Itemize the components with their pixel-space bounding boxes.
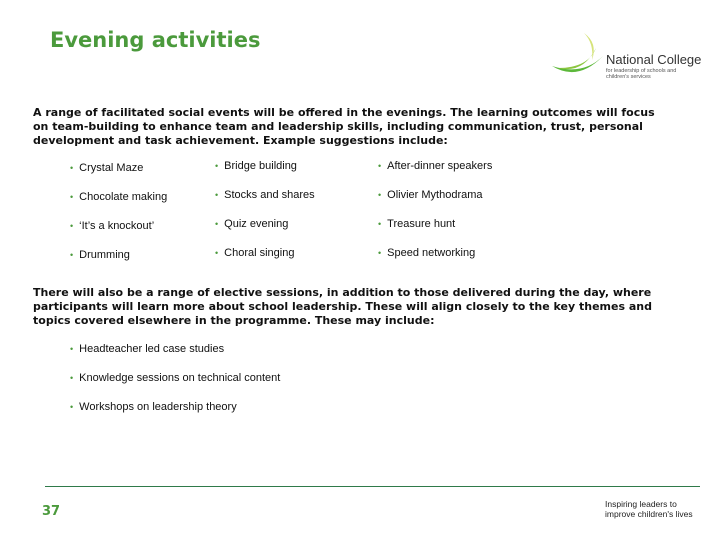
national-college-logo [548,28,708,83]
activity-item: • Olivier Mythodrama [378,189,483,201]
page-title: Evening activities [50,28,261,52]
logo-subtitle: for leadership of schools and children's services [606,68,677,80]
elective-paragraph: There will also be a range of elective sessions, in addition to those delivered during the day, where participants will learn more about school leadership. These will align closely to the key themes and topics covered elsewhere in the programme. These may include: [33,286,652,327]
logo-name: National College [606,52,702,67]
activity-item: • Stocks and shares [215,189,315,201]
footer-divider [45,486,700,487]
tagline-line-1: Inspiring leaders to [605,499,677,509]
activity-item: • Chocolate making [70,191,167,203]
activity-item: • Speed networking [378,247,475,259]
activity-item: • Crystal Maze [70,162,143,174]
activity-item: • Bridge building [215,160,297,172]
leaf-logo-icon [548,28,608,83]
activity-item: • Choral singing [215,247,294,259]
intro-paragraph: A range of facilitated social events will be offered in the evenings. The learning outcomes will focus on team-building to enhance team and leadership skills, including communication, trust, personal development and task achievement. Example suggestions include: [33,106,655,147]
footer-tagline [605,499,693,519]
tagline-line-2: improve children's lives [605,509,693,519]
activity-item: • Drumming [70,249,130,261]
page-number: 37 [42,504,61,519]
activity-item: • Quiz evening [215,218,288,230]
activity-item: • After-dinner speakers [378,160,492,172]
elective-item: • Knowledge sessions on technical content [70,372,280,384]
elective-item: • Workshops on leadership theory [70,401,237,413]
activity-item: • ‘It’s a knockout’ [70,220,154,232]
elective-item: • Headteacher led case studies [70,343,224,355]
activity-item: • Treasure hunt [378,218,455,230]
